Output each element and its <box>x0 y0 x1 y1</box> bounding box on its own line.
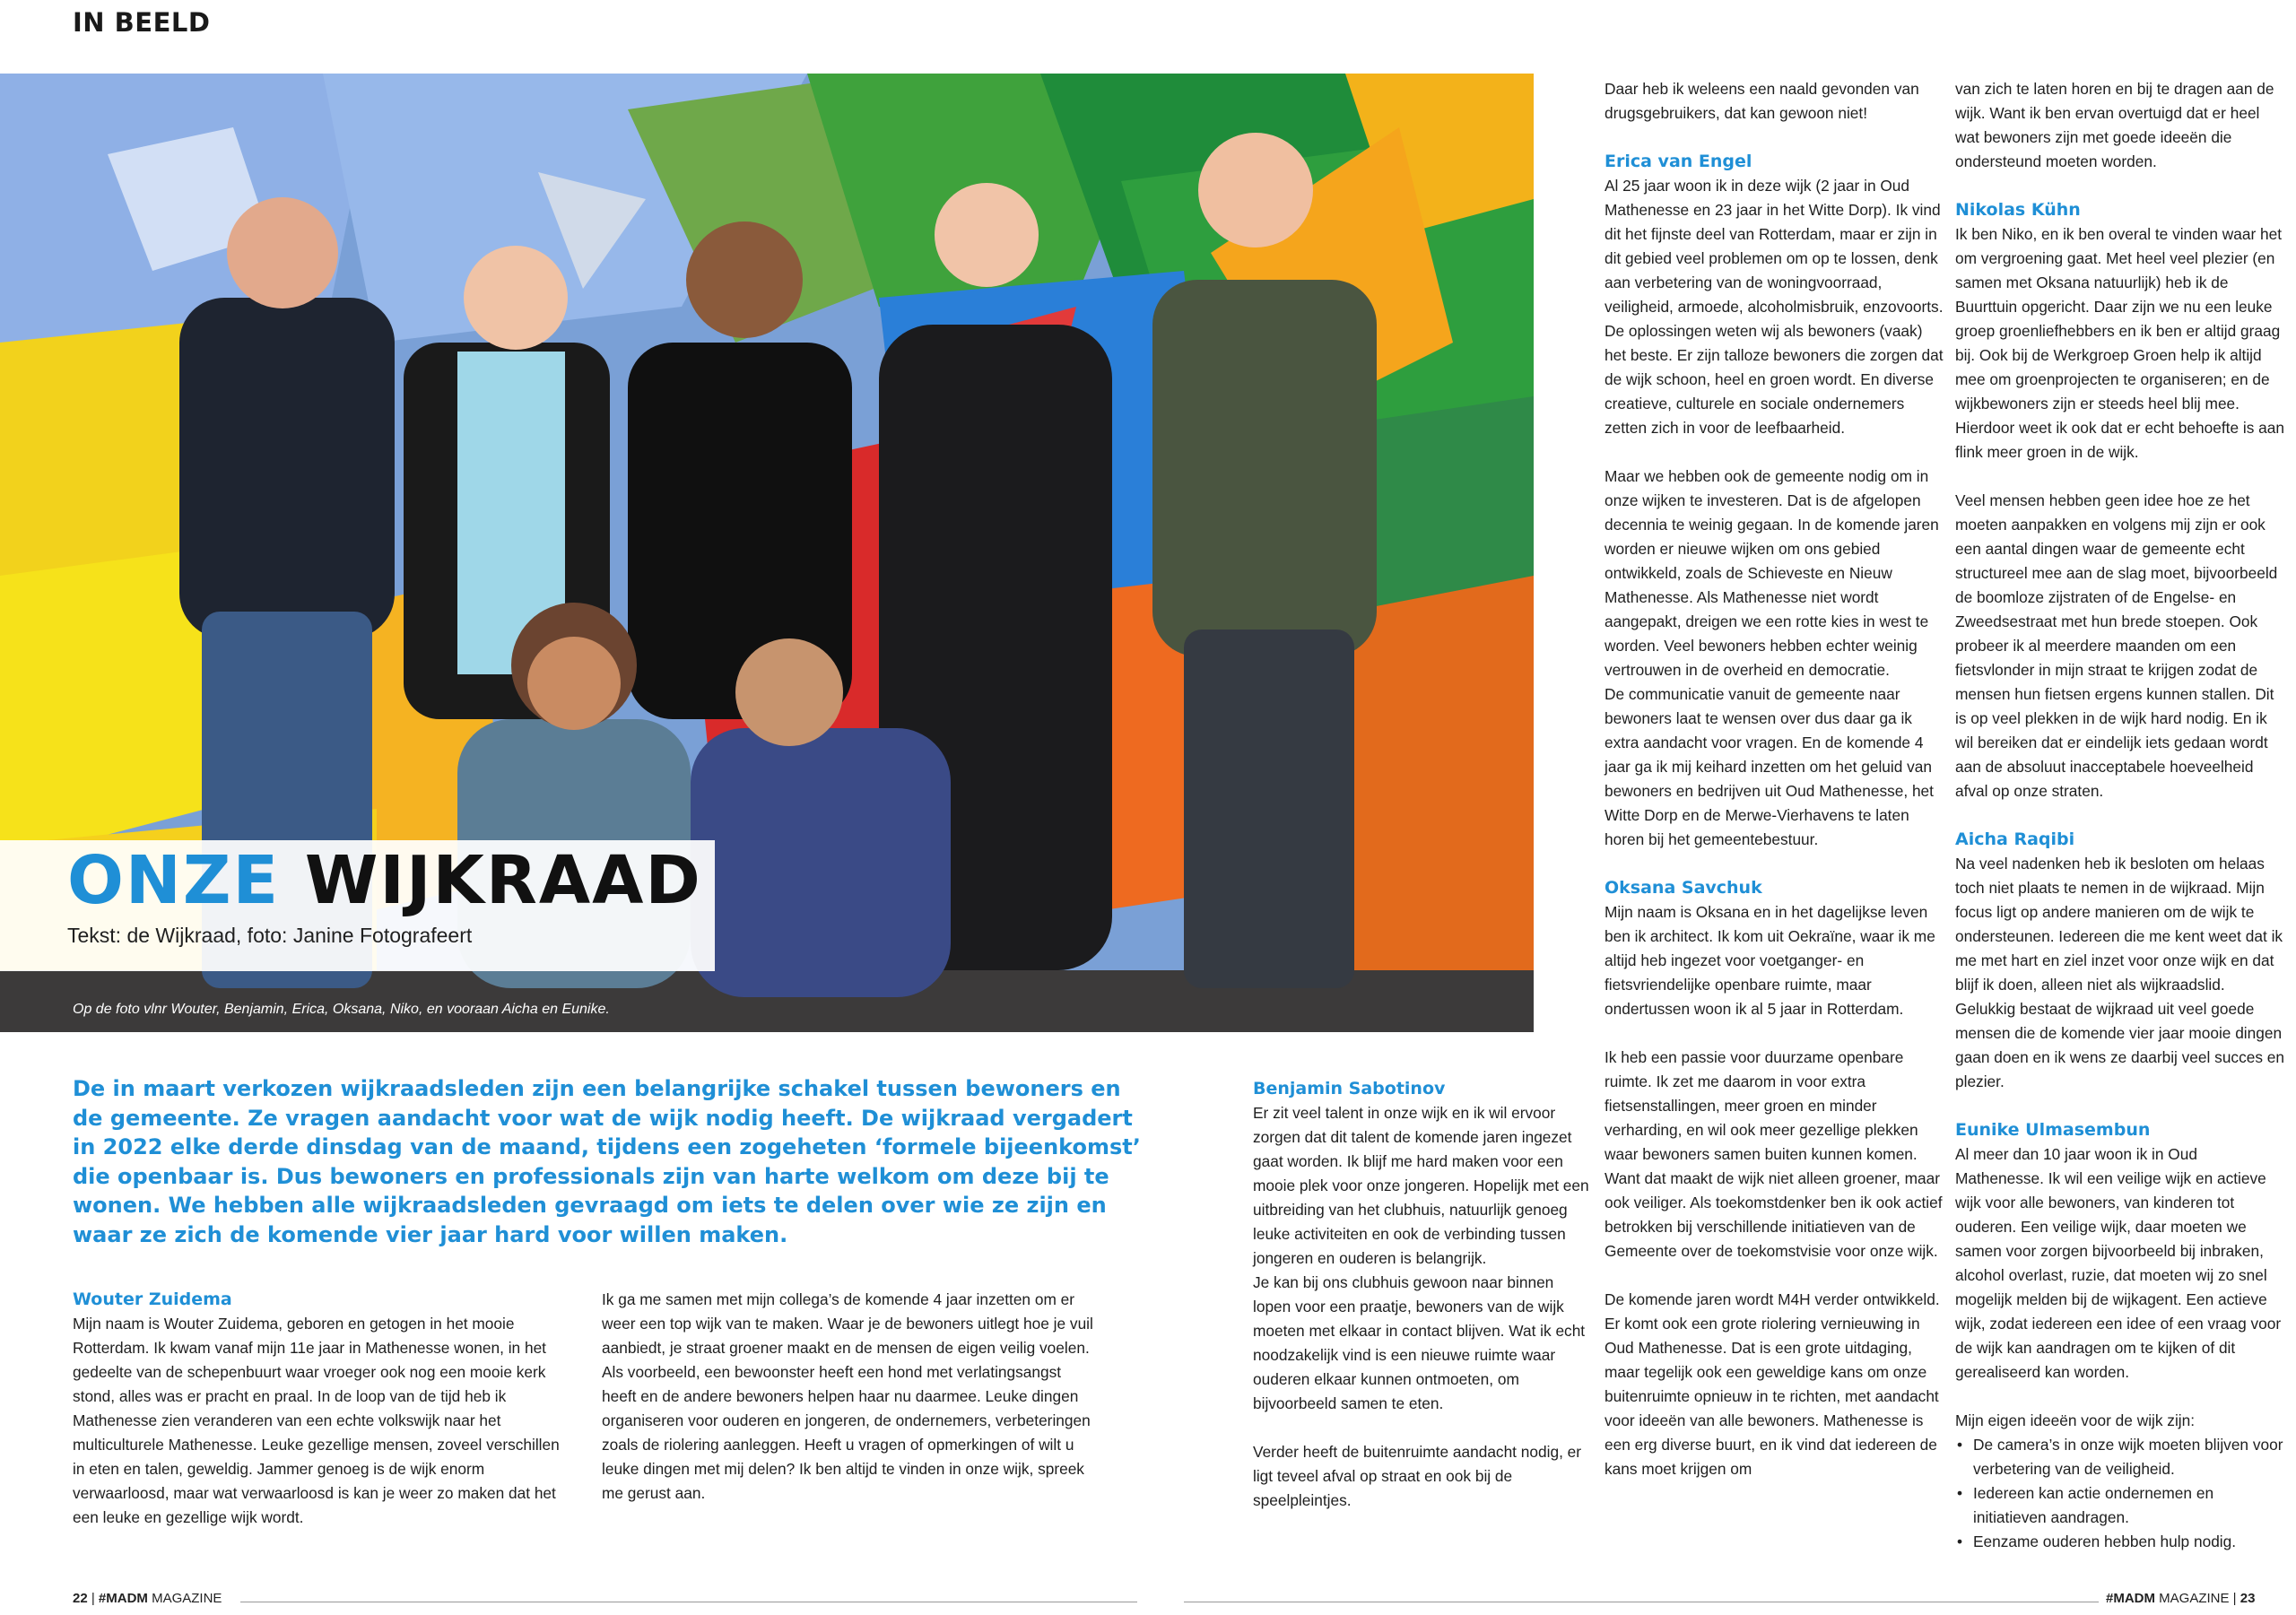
aicha-text-1: Na veel nadenken heb ik besloten om helaas toch niet plaats te nemen in de wijkraad. Mijn focus ligt op andere manieren om de wijk te ondersteunen. Iedereen die me kent weet dat ik me met hart en ziel inzet voor onze wijk en dat blijf ik doen, alleen niet als wijkraadslid. Gelukkig bestaat de wijkraad uit veel goede mensen die de komende vier jaar mooie dingen gaan doen en ik wens ze daarbij veel succes en plezier. <box>1955 855 2284 1090</box>
oksana-text-3: De komende jaren wordt M4H verder ontwikkeld. Er komt ook een grote riolering vernieuwing in Oud Mathenesse. Dat is een grote uitdaging, maar tegelijk ook een geweldige kans om onze buitenruimte opnieuw in te richten, met aandacht voor ideeën van alle bewoners. Mathenesse is een erg diverse buurt, en ik vind dat iedereen de kans moet krijgen om <box>1605 1290 1940 1478</box>
page-number-right: 23 <box>2239 1591 2256 1606</box>
column-wouter <box>73 1288 575 1554</box>
nikolas-text-1: Ik ben Niko, en ik ben overal te vinden waar het om vergroening gaat. Met heel veel plezier (en samen met Oksana natuurlijk) heb ik de Buurttuin opgericht. Daar zijn we nu een leuke groep groenliefhebbers en ik ben er altijd graag bij. Ook bij de Werkgroep Groen help ik altijd mee om groenprojecten te organiseren; en de wijkbewoners zijn er steeds heel blij mee. Hierdoor weet ik ook dat er echt behoefte is aan flink meer groen in de wijk. <box>1955 225 2284 461</box>
nikolas-text-2: Veel mensen hebben geen idee hoe ze het moeten aanpakken en volgens mij zijn er ook een aantal dingen waar de gemeente echt structureel mee aan de slag moet, bijvoorbeeld de boomloze zijstraten of de Engelse- en Zweedsestraat met hun brede stoepen. Ook probeer ik al meerdere maanden om een fietsvlonder in mijn straat te krijgen zodat de mensen hun fietsen ergens kunnen stallen. Dit is op veel plekken in de wijk hard nodig. En ik wil bereiken dat er eindelijk iets gedaan wordt aan de absoluut inacceptabele hoeveelheid afval op onze straten. <box>1955 491 2278 800</box>
footer-brand-left: #MADM <box>98 1591 148 1606</box>
footer-magazine-right: MAGAZINE <box>2159 1591 2230 1606</box>
eunike-text-1: Al meer dan 10 jaar woon ik in Oud Mathenesse. Ik wil een veilige wijk en actieve wijk voor alle bewoners, van kinderen tot ouderen. Een veilige wijk, daar moeten we samen voor zorgen bijvoorbeeld bij inbraken, alcohol overlast, ruzie, dat moeten wij zo snel mogelijk melden bij de wijkagent. Een actieve wijk, zodat iedereen een idee of een vraag voor de wijk kan aandragen om te kijken of dit gerealiseerd kan worden. <box>1955 1145 2282 1381</box>
erica-text-3: De communicatie vanuit de gemeente naar bewoners laat te wensen over dus daar ga ik extra aandacht voor vragen. En de komende 4 jaar ga ik mij keihard inzetten om het geluid van bewoners en bedrijven uit Oud Mathenesse, het Witte Dorp en de Merwe-Vierhavens te laten horen bij het gemeentebestuur. <box>1605 685 1934 848</box>
column-erica-oksana <box>1605 77 1945 1506</box>
erica-text-2: Maar we hebben ook de gemeente nodig om in onze wijken te investeren. Dat is de afgelopen decennia te weinig gegaan. In de komende jaren worden er nieuwe wijken om ons gebied ontwikkeld, zoals de Schieveste en Nieuw Mathenesse. Als Mathenesse niet wordt aangepakt, dreigen we een rotte kies in west te worden. Veel bewoners hebben echter weinig vertrouwen in de overheid en democratie. <box>1605 467 1939 679</box>
member-name-nikolas: Nikolas Kühn <box>1955 200 2081 220</box>
eunike-ideas-title: Mijn eigen ideeën voor de wijk zijn: <box>1955 1411 2196 1429</box>
member-name-wouter: Wouter Zuidema <box>73 1289 232 1309</box>
list-item: • Eenzame ouderen hebben hulp nodig. <box>1955 1530 2287 1554</box>
benjamin-text-1: Er zit veel talent in onze wijk en ik wil ervoor zorgen dat dit talent de komende jaren ingezet gaat worden. Ik blijf me hard maken voor een mooie plek voor onze jongeren. Hopelijk met een uitbreiding van het clubhuis, natuurlijk genoeg leuke activiteiten en ook de verbinding tussen jongeren en ouderen is belangrijk. <box>1253 1104 1589 1267</box>
oksana-text-4: van zich te laten horen en bij te dragen aan de wijk. Want ik ben ervan overtuigd dat er heel wat bewoners zijn met goede ideeën die ondersteund moeten worden. <box>1955 80 2274 170</box>
footer-brand-right: #MADM <box>2106 1591 2155 1606</box>
oksana-text-1: Mijn naam is Oksana en in het dagelijkse leven ben ik architect. Ik kom uit Oekraïne, waar ik me altijd heb ingezet voor voetganger- en fietsvriendelijke openbare ruimte, maar ondertussen woon ik al 5 jaar in Rotterdam. <box>1605 903 1935 1018</box>
wouter-text-1: Mijn naam is Wouter Zuidema, geboren en getogen in het mooie Rotterdam. Ik kwam vanaf mijn 11e jaar in Mathenesse wonen, in het gedeelte van de schepenbuurt waar vroeger ook nog een mooie kerk stond, alles was er pracht en praal. In de loop van de tijd heb ik Mathenesse zien veranderen van een echte volkswijk naar het multiculturele Mathenesse. Leuke gezellige mensen, zoveel verschillen in eten en talen, geweldig. Jammer genoeg is de wijk enorm verwaarloosd, maar wat verwaarloosd is kan je weer zo maken dat het een leuke en gezellige wijk wordt. <box>73 1315 560 1526</box>
erica-text-1: Al 25 jaar woon ik in deze wijk (2 jaar in Oud Mathenesse en 23 jaar in het Witte Dorp). Ik vind dit het fijnste deel van Rotterdam, maar er zijn in dit gebied veel problemen om op te lossen, denk aan verbetering van de woningvoorraad, veiligheid, armoede, alcoholmisbruik, enzovoorts. De oplossingen weten wij als bewoners (vaak) het beste. Er zijn talloze bewoners die zorgen dat de wijk schoon, heel en groen wordt. En diverse creatieve, culturele en sociale ondernemers zetten zich in voor de leefbaarheid. <box>1605 177 1944 437</box>
benjamin-text-2: Je kan bij ons clubhuis gewoon naar binnen lopen voor een praatje, bewoners van de wijk moeten met elkaar in contact blijven. Wat ik echt noodzakelijk vind is een nieuwe ruimte waar ouderen elkaar kunnen ontmoeten, om bijvoorbeeld samen te eten. <box>1253 1273 1586 1412</box>
section-label: IN BEELD <box>73 7 211 38</box>
lead-paragraph: De in maart verkozen wijkraadsleden zijn een belangrijke schakel tussen bewoners en de gemeente. Ze vragen aandacht voor wat de wijk nodig heeft. De wijkraad vergadert in 2022 elke derde dinsdag van de maand, tijdens een zogeheten ‘formele bijeenkomst’ die openbaar is. Dus bewoners en professionals zijn van harte welkom om deze bij te wonen. We hebben alle wijkraadsleden gevraagd om iets te delen over wie ze zijn en waar ze zich de komende vier jaar hard voor willen maken. <box>73 1076 1141 1247</box>
title-part-dark: WIJKRAAD <box>304 842 702 919</box>
page-number-left: 22 <box>73 1591 88 1606</box>
footer-left: 22 | #MADM MAGAZINE <box>73 1591 222 1606</box>
column-wouter-continued <box>602 1288 1100 1530</box>
footer-magazine-left: MAGAZINE <box>152 1591 222 1606</box>
column-niko-aicha-eunike <box>1955 77 2287 1554</box>
member-name-eunike: Eunike Ulmasembun <box>1955 1120 2151 1140</box>
benjamin-text-4: Daar heb ik weleens een naald gevonden van drugsgebruikers, dat kan gewoon niet! <box>1605 80 1919 122</box>
list-item: • De camera’s in onze wijk moeten blijven voor verbetering van de veiligheid. <box>1955 1433 2287 1481</box>
member-name-aicha: Aicha Raqibi <box>1955 829 2075 849</box>
photo-caption: Op de foto vlnr Wouter, Benjamin, Erica, Oksana, Niko, en vooraan Aicha en Eunike. <box>73 1002 610 1017</box>
wouter-text-2: Ik ga me samen met mijn collega’s de komende 4 jaar inzetten om er weer een top wijk van te maken. Waar je de bewoners uitlegt hoe je vuil aanbiedt, je straat groener maakt en de mensen de eigen veilig voelen. Als voorbeeld, een bewoonster heeft een hond met verlatingsangst heeft en de andere bewoners helpen haar nu daarmee. Leuke dingen organiseren voor ouderen en jongeren, de ondernemers, verbeteringen zoals de riolering aanleggen. Heeft u vragen of opmerkingen of wilt u leuke dingen met mij delen? Ik ben altijd te vinden in onze wijk, spreek me gerust aan. <box>602 1290 1093 1502</box>
member-name-oksana: Oksana Savchuk <box>1605 878 1762 898</box>
member-name-benjamin: Benjamin Sabotinov <box>1253 1079 1446 1098</box>
benjamin-text-3: Verder heeft de buitenruimte aandacht nodig, er ligt teveel afval op straat en ook bij de speelpleintjes. <box>1253 1443 1582 1509</box>
oksana-text-2: Ik heb een passie voor duurzame openbare ruimte. Ik zet me daarom in voor extra fietsenstallingen, meer groen en minder verharding, en wil ook meer gezellige plekken waar bewoners samen buiten kunnen komen. Want dat maakt de wijk niet alleen groener, maar ook veiliger. Als toekomstdenker ben ik ook actief betrokken bij verschillende initiatieven van de Gemeente over de toekomstvisie voor onze wijk. <box>1605 1048 1943 1260</box>
footer-right: #MADM MAGAZINE | 23 <box>2106 1591 2256 1606</box>
member-name-erica: Erica van Engel <box>1605 152 1752 171</box>
eunike-ideas-list <box>1955 1433 2287 1554</box>
column-benjamin <box>1253 1077 1594 1537</box>
article-title <box>67 842 702 919</box>
article-credit: Tekst: de Wijkraad, foto: Janine Fotografeert <box>67 924 473 947</box>
list-item: • Iedereen kan actie ondernemen en initiatieven aandragen. <box>1955 1481 2287 1530</box>
title-part-blue: ONZE <box>67 842 281 919</box>
